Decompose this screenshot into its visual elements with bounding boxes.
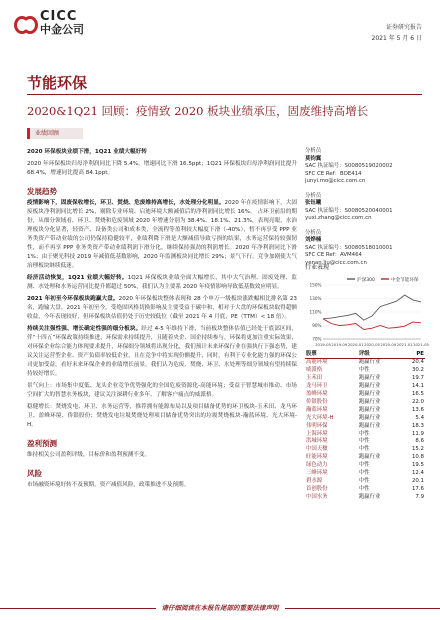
- report-date: 2021 年 5 月 6 日: [371, 35, 422, 43]
- footer-disclaimer: 请仔细阅读在本报告尾部的重要法律声明: [156, 604, 285, 612]
- table-cell: 18.3: [411, 422, 424, 429]
- table-cell: 洪城环境: [306, 438, 328, 445]
- legend-label-env: 中金节能环保: [391, 278, 419, 283]
- sector-title: 节能环保: [27, 74, 88, 92]
- x-tick-label: 2019-05: [315, 342, 331, 347]
- analyst-name: 莫钧翼: [305, 155, 322, 162]
- table-cell: 中性: [358, 462, 370, 469]
- logo-en: CICC: [40, 9, 78, 24]
- table-row: [305, 493, 425, 501]
- table-cell: 中性: [358, 367, 370, 374]
- cicc-logo-icon: [14, 12, 36, 34]
- stock-table: [305, 350, 425, 501]
- table-row: [305, 446, 425, 454]
- table-cell: 三峰环境: [306, 470, 328, 477]
- analyst-role: 分析员: [305, 148, 322, 154]
- table-cell: 14.1: [411, 383, 424, 390]
- y-tick-label: 150%: [309, 282, 322, 288]
- table-row: [305, 391, 425, 399]
- table-cell: 15.2: [411, 446, 424, 453]
- table-cell: 中性: [358, 438, 370, 445]
- analyst-email[interactable]: yenan.liu@cicc.com.cn: [305, 259, 367, 266]
- trend-para-3: [27, 295, 297, 322]
- industry-performance-chart: [305, 259, 429, 355]
- table-cell: 首创股份: [306, 485, 328, 492]
- table-row: [305, 383, 425, 391]
- trend-para-3-lead: 2021 年初至今环保板块跑赢大盘。: [27, 296, 119, 302]
- table-cell: 伟明环保: [306, 422, 328, 429]
- analyst-sfc: SFC CE Ref：AVM464: [305, 252, 362, 258]
- footer: [0, 603, 440, 615]
- table-cell: 中性: [358, 446, 370, 453]
- table-cell: 跑赢行业: [358, 383, 381, 390]
- x-tick-label: 2020-09: [380, 342, 397, 347]
- analyst-name: 张钰曦: [305, 200, 322, 206]
- table-cell: 17.6: [411, 485, 424, 492]
- table-cell: 跑赢行业: [358, 391, 381, 398]
- analyst-name: 刘烨楠: [305, 237, 322, 243]
- y-tick-label: 70%: [312, 336, 322, 342]
- profit-heading: 盈利预测: [27, 439, 57, 448]
- table-cell: 中性: [358, 478, 370, 484]
- header-meta: [372, 22, 422, 45]
- chart-svg: [305, 273, 429, 351]
- table-row: [305, 358, 425, 366]
- table-cell: 跑赢行业: [358, 375, 381, 382]
- table-cell: 5.4: [415, 414, 424, 421]
- table-cell: 绿色动力: [306, 462, 328, 469]
- profit-text: 维持相关公司盈利评级，目标价和盈利预测不变。: [27, 452, 151, 458]
- trend-para-4-body: 经过 4-5 年维持下滑，当前板块整体估值已经处于底部区间，伴“十四五”环保政策持续推进，环保需求持续提升，且随着央企、国企持续参与，环保将更加注重实际效果，对环保企业综合能力体现要求提升，环保细分领域将出现分化，我们预计未来环保行业在强执行下强态势，建议关注运营型企业、资产负债率较低企业，且在竞争中将实现份额提升，同时，有利于专业化能力强的环保公司更加受益，看好未来环保企业的业绩增长前景，我们认为危废、焚烧、环卫、水处理等细分领域有望持续保持较好增长。: [27, 326, 297, 377]
- table-cell: 中性: [358, 430, 370, 437]
- analyst-email[interactable]: junyi.mo@cicc.com.cn: [305, 178, 366, 184]
- table-cell: 跑赢行业: [358, 398, 381, 405]
- table-cell: 19.7: [411, 375, 424, 382]
- table-cell: 30.2: [411, 367, 424, 374]
- analyst-cert: SAC 执证编号：S0080518010001: [305, 244, 393, 251]
- analyst-panel: [305, 148, 425, 274]
- table-cell: 19.5: [411, 462, 424, 469]
- analyst-cert: SAC 执证编号：S0080520040001: [305, 207, 393, 214]
- table-cell: 11.9: [411, 430, 424, 437]
- trend-para-1-lead: 疫情影响下，固废保收增长，环卫、焚烧、危废维持高增长，水处理分化明显。: [27, 200, 225, 206]
- summary-text: 2020 年环保板块归母净利润同比下降 5.4%，增速同比下滑 16.5ppt；1Q21 环保板块归母净利润同比提升 68.4%，增速同比提高 84.1ppt。: [27, 161, 297, 176]
- table-cell: 20.1: [411, 478, 424, 484]
- table-cell: 跑赢行业: [358, 406, 381, 413]
- table-row: [305, 398, 425, 406]
- table-cell: 10.8: [411, 454, 424, 461]
- table-cell: 16.5: [411, 391, 424, 398]
- trend-para-4-lead: 持续关注强性强、增长确定性强的细分板块。: [27, 326, 142, 332]
- table-cell: 光大环境-H: [306, 414, 334, 421]
- table-row: [305, 454, 425, 462]
- report-title: 2020&1Q21 回顾：疫情致 2020 板块业绩承压，固废维持高增长: [27, 104, 369, 118]
- x-tick-label: 2019-09: [331, 342, 348, 347]
- risk-text: 市场融资环境好转不及预期，资产减值风险，政策推进不及预期。: [27, 482, 190, 488]
- table-cell: 中国水务: [306, 493, 328, 500]
- y-tick-label: 90%: [312, 323, 322, 328]
- trend-para-1: [27, 199, 297, 271]
- analyst-sfc: SFC CE Ref：BOE414: [305, 170, 362, 177]
- table-row: [305, 406, 425, 414]
- analyst-1: [305, 148, 425, 186]
- trend-para-2: [27, 274, 297, 292]
- x-tick-label: 2020-05: [364, 342, 380, 347]
- table-cell: 威派格: [306, 367, 323, 374]
- table-row: [305, 438, 425, 446]
- table-header-row: [305, 350, 425, 358]
- table-row: [305, 430, 425, 438]
- table-row: [305, 422, 425, 430]
- table-cell: 20.4: [411, 359, 424, 366]
- bullet-2: 稳健增长：焚烧发电、环卫、水务运营等，推荐拥有能源布局以及项目储备优势的环卫板块-玉禾田、龙马环卫、盈峰环境、侨银股份；焚烧发电垃圾焚烧处理项目储备优势突出的垃圾焚烧板块-瀚蓝环境、光大环境-H。: [27, 404, 297, 428]
- table-cell: 跑赢行业: [358, 414, 381, 421]
- table-row: [305, 414, 425, 422]
- cicc-logo: [14, 10, 84, 35]
- table-cell: 高能环境: [306, 359, 328, 366]
- table-cell: 中性: [358, 470, 370, 477]
- x-tick-label: 2021-05: [413, 342, 429, 347]
- trend-heading: 发展趋势: [27, 187, 57, 196]
- analyst-2: [305, 193, 425, 223]
- trend-para-3-body: 2020 年环保板块整体表现和 28 个申万一级板块涨跌幅相比排名第 23 名，跑输大盘。2021 年初至今，受绝固风格切换影响及主要受益于碳中和，相对于大盘的环保板块取得超额收益，今年表现较好，但环保板块估值仍处于历史较低位（截至 2021 年 4 月底，PE（TTM）< 18 倍）。: [27, 296, 297, 320]
- table-cell: 中性: [358, 485, 370, 492]
- table-cell: 侨银股份: [306, 398, 328, 405]
- x-tick-label: 2021-01: [396, 342, 413, 347]
- table-cell: 旺能环境: [306, 454, 328, 461]
- legend-label-hs300: 沪深300: [357, 278, 375, 283]
- trend-para-4: [27, 325, 297, 379]
- table-cell: 7.9: [415, 493, 424, 500]
- table-cell: 跑赢行业: [358, 422, 381, 429]
- y-tick-label: 130%: [309, 296, 322, 301]
- series-line-env: [323, 319, 421, 330]
- table-header-cell: PE: [400, 350, 425, 358]
- series-line-hs300: [323, 295, 421, 320]
- chart-title: 行业表现: [305, 264, 330, 271]
- table-cell: 上海环境: [306, 430, 328, 437]
- y-tick-label: 110%: [309, 309, 322, 315]
- table-cell: 13.6: [411, 406, 424, 413]
- report-type: 证券研究报告: [385, 24, 422, 31]
- table-cell: 盈峰环境: [306, 391, 328, 398]
- x-tick-label: 2020-01: [347, 342, 364, 347]
- table-cell: 跑赢行业: [358, 359, 381, 366]
- trend-para-2-body: 1Q21 环保板块业绩全面大幅增长，其中大气治理、固废处理、监测、水处理和水务运营同比提升都超过 50%，我们认为主要系 2020 年疫情影响导致低基数效应明显。: [27, 275, 297, 290]
- bullet-1: 景气向上：市场集中度低、龙头企业竞争优势强化的全国危废资源化-高能环境；受益于智慧城市推动、市场空间扩大的智慧水务板块，建议关注深耕行业多年、了解客户痛点的威派格。: [27, 383, 297, 398]
- table-header-cell: 评级: [358, 350, 400, 358]
- table-cell: 龙马环卫: [306, 383, 328, 390]
- trend-para-2-lead: 经济活动恢复，1Q21 业绩大幅好转。: [27, 275, 128, 281]
- analyst-cert: SAC 执证编号：S0080519020002: [305, 163, 393, 169]
- table-cell: 瀚蓝环境: [306, 406, 328, 413]
- table-cell: 8.6: [415, 438, 424, 445]
- analyst-role: 分析员: [305, 192, 322, 199]
- analyst-role: 分析员: [305, 229, 322, 236]
- table-cell: 12.4: [411, 470, 424, 477]
- risk-heading: 风险: [27, 469, 42, 478]
- logo-cn: 中金公司: [40, 23, 84, 36]
- trend-para-1-body: 2020 年在疫情影响下，大固废板块净利润同比增长 2%，剔除专业环境、启迪环境大额减值后的净利润同比增长 16%。 占环卫前沿的期份，从细分领域看，环卫、焚烧和危废领域 2020 年增速分别为 38.4%、18.1%、21.3%，表现亮眼。水治理板块分化显著，轻资产、设备类公司和成本类，全流程等盈利较大幅度下滑（-40%），暂不再享受 PPP 业务类资产带动业绩的公司仍保持稳健较平，业绩利降下滑是大额减值导致亏损的结果，水务运营保持较强韧性，而不再享 PPP 业务类资产带动业绩利润下滑分化，继续保持强劲的利润增长。2020 年净利润同比下滑 1%；由于聚光科技 2019 年减值低基数影响，2020 年监测板块同比增长 29%；景气下行，竞争加剧使大气治理板块继续低迷。: [27, 200, 297, 269]
- table-cell: 22.0: [411, 398, 424, 405]
- table-row: [305, 462, 425, 470]
- table-cell: 玉禾田: [306, 375, 323, 382]
- table-row: [305, 470, 425, 478]
- table-row: [305, 367, 425, 375]
- doc-type-badge: 业绩回顾: [27, 128, 83, 139]
- report-body: [27, 148, 297, 493]
- table-cell: 跑赢行业: [358, 493, 381, 500]
- table-cell: 碧水源: [306, 478, 323, 484]
- table-cell: 跑赢行业: [358, 454, 381, 461]
- summary-heading: 2020 环保板块业绩下滑，1Q21 业绩大幅好转: [27, 149, 147, 155]
- table-header-cell: 股票: [305, 350, 358, 358]
- analyst-email[interactable]: yuxi.zhang@cicc.com.cn: [305, 215, 372, 221]
- header-divider: [27, 94, 422, 95]
- table-cell: 中国天楹: [306, 446, 328, 453]
- table-row: [305, 478, 425, 486]
- table-row: [305, 375, 425, 383]
- table-row: [305, 485, 425, 493]
